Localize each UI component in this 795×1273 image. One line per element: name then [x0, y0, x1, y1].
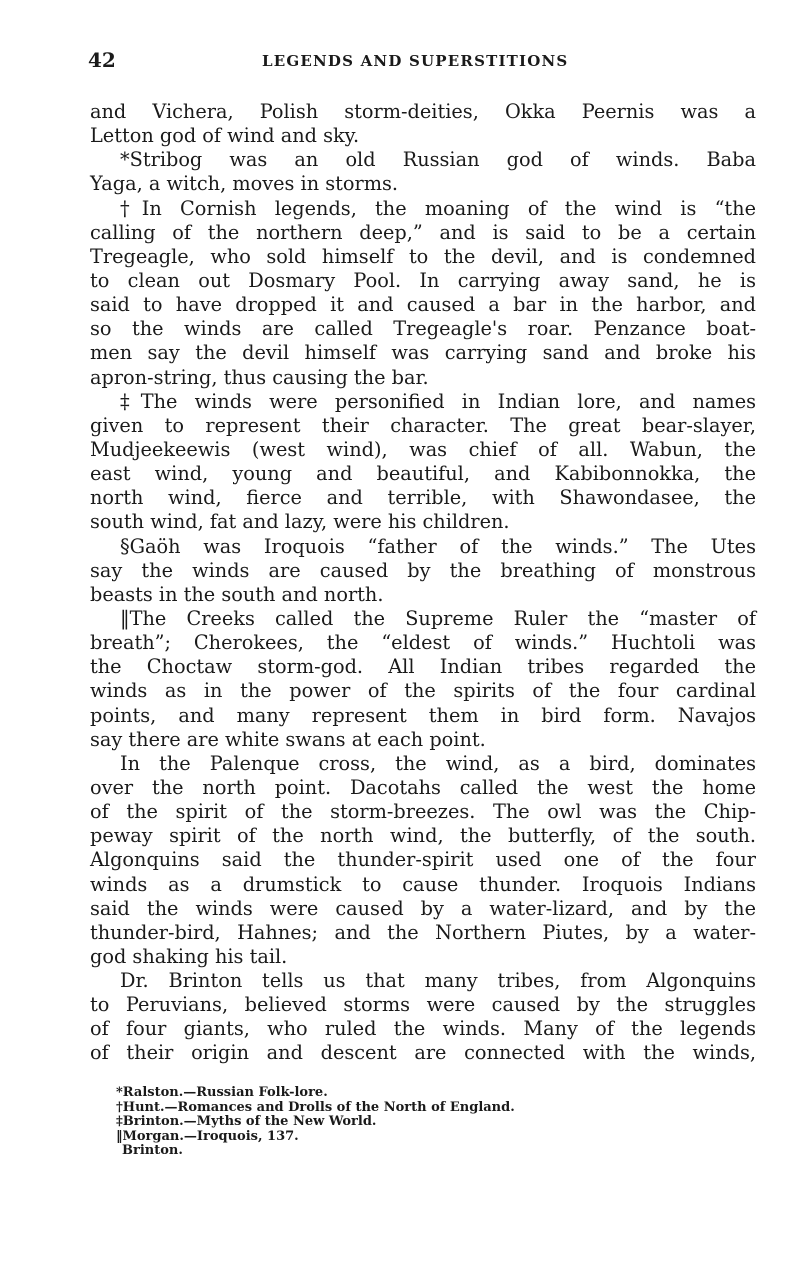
text-line: over the north point. Dacotahs called the west the home — [90, 775, 756, 799]
text-line: given to represent their character. The great bear-slayer, — [90, 413, 756, 437]
text-line: calling of the northern deep,” and is said to be a certain — [90, 220, 756, 244]
text-line: points, and many represent them in bird form. Navajos — [90, 703, 756, 727]
text-line: god shaking his tail. — [90, 944, 288, 968]
text-line: the Choctaw storm-god. All Indian tribes regarded the — [90, 655, 756, 679]
text-line: and Vichera, Polish storm-deities, Okka Peernis was a — [90, 100, 756, 123]
text-line: say there are white swans at each point. — [90, 727, 486, 751]
text-line: beasts in the south and north. — [90, 582, 384, 606]
text-line: *Stribog was an old Russian god of winds. Baba — [120, 148, 756, 172]
text-line: so the winds are called Tregeagle's roar. Penzance boat- — [90, 317, 756, 341]
footnote: ‖Morgan.—Iroquois, 137. — [116, 1128, 299, 1144]
text-line: Dr. Brinton tells us that many tribes, from Algonquins — [120, 969, 756, 993]
footnote: †Hunt.—Romances and Drolls of the North of England. — [116, 1099, 515, 1115]
footnote: Brinton. — [122, 1143, 183, 1158]
page-number: 42 — [88, 48, 116, 72]
text-line: to clean out Dosmary Pool. In carrying away sand, he is — [90, 268, 756, 292]
text-line: apron-string, thus causing the bar. — [90, 365, 429, 389]
text-line: thunder-bird, Hahnes; and the Northern Piutes, by a water- — [90, 920, 756, 944]
footnote: ‡Brinton.—Myths of the New World. — [116, 1114, 377, 1129]
text-line: of the spirit of the storm-breezes. The owl was the Chip- — [90, 800, 756, 824]
text-line: peway spirit of the north wind, the butterfly, of the south. — [90, 824, 756, 848]
text-line: south wind, fat and lazy, were his children. — [90, 510, 510, 534]
text-line: Algonquins said the thunder-spirit used one of the four — [90, 848, 756, 872]
text-line: Yaga, a witch, moves in storms. — [90, 172, 399, 196]
text-line: ‖The Creeks called the Supreme Ruler the “master of — [120, 606, 756, 630]
text-line: §Gaöh was Iroquois “father of the winds.” The Utes — [120, 534, 756, 558]
text-line: said the winds were caused by a water-lizard, and by the — [90, 896, 756, 920]
text-line: In the Palenque cross, the wind, as a bird, dominates — [120, 751, 756, 775]
text-line: winds as in the power of the spirits of the four cardinal — [90, 679, 756, 703]
text-line: of their origin and descent are connected with the winds, — [90, 1041, 756, 1065]
footnotes — [116, 1086, 515, 1159]
footnote: *Ralston.—Russian Folk-lore. — [116, 1085, 328, 1100]
text-line: †In Cornish legends, the moaning of the wind is “the — [120, 196, 756, 220]
running-title: LEGENDS AND SUPERSTITIONS — [262, 52, 569, 70]
text-line: say the winds are caused by the breathing of monstrous — [90, 558, 756, 582]
text-line: of four giants, who ruled the winds. Many of the legends — [90, 1017, 756, 1041]
text-line: Letton god of wind and sky. — [90, 124, 360, 148]
text-line: men say the devil himself was carrying sand and broke his — [90, 341, 756, 365]
text-line: said to have dropped it and caused a bar in the harbor, and — [90, 293, 756, 317]
text-line: Tregeagle, who sold himself to the devil, and is condemned — [90, 244, 756, 268]
text-line: north wind, fierce and terrible, with Shawondasee, the — [90, 486, 756, 510]
text-line: Mudjeekeewis (west wind), was chief of all. Wabun, the — [90, 437, 756, 461]
text-line: ‡The winds were personified in Indian lore, and names — [120, 389, 756, 413]
text-line: breath”; Cherokees, the “eldest of winds.” Huchtoli was — [90, 631, 756, 655]
text-line: east wind, young and beautiful, and Kabibonnokka, the — [90, 462, 756, 486]
text-line: winds as a drumstick to cause thunder. Iroquois Indians — [90, 872, 756, 896]
text-line: to Peruvians, believed storms were caused by the struggles — [90, 993, 756, 1017]
body-text — [90, 100, 756, 1066]
